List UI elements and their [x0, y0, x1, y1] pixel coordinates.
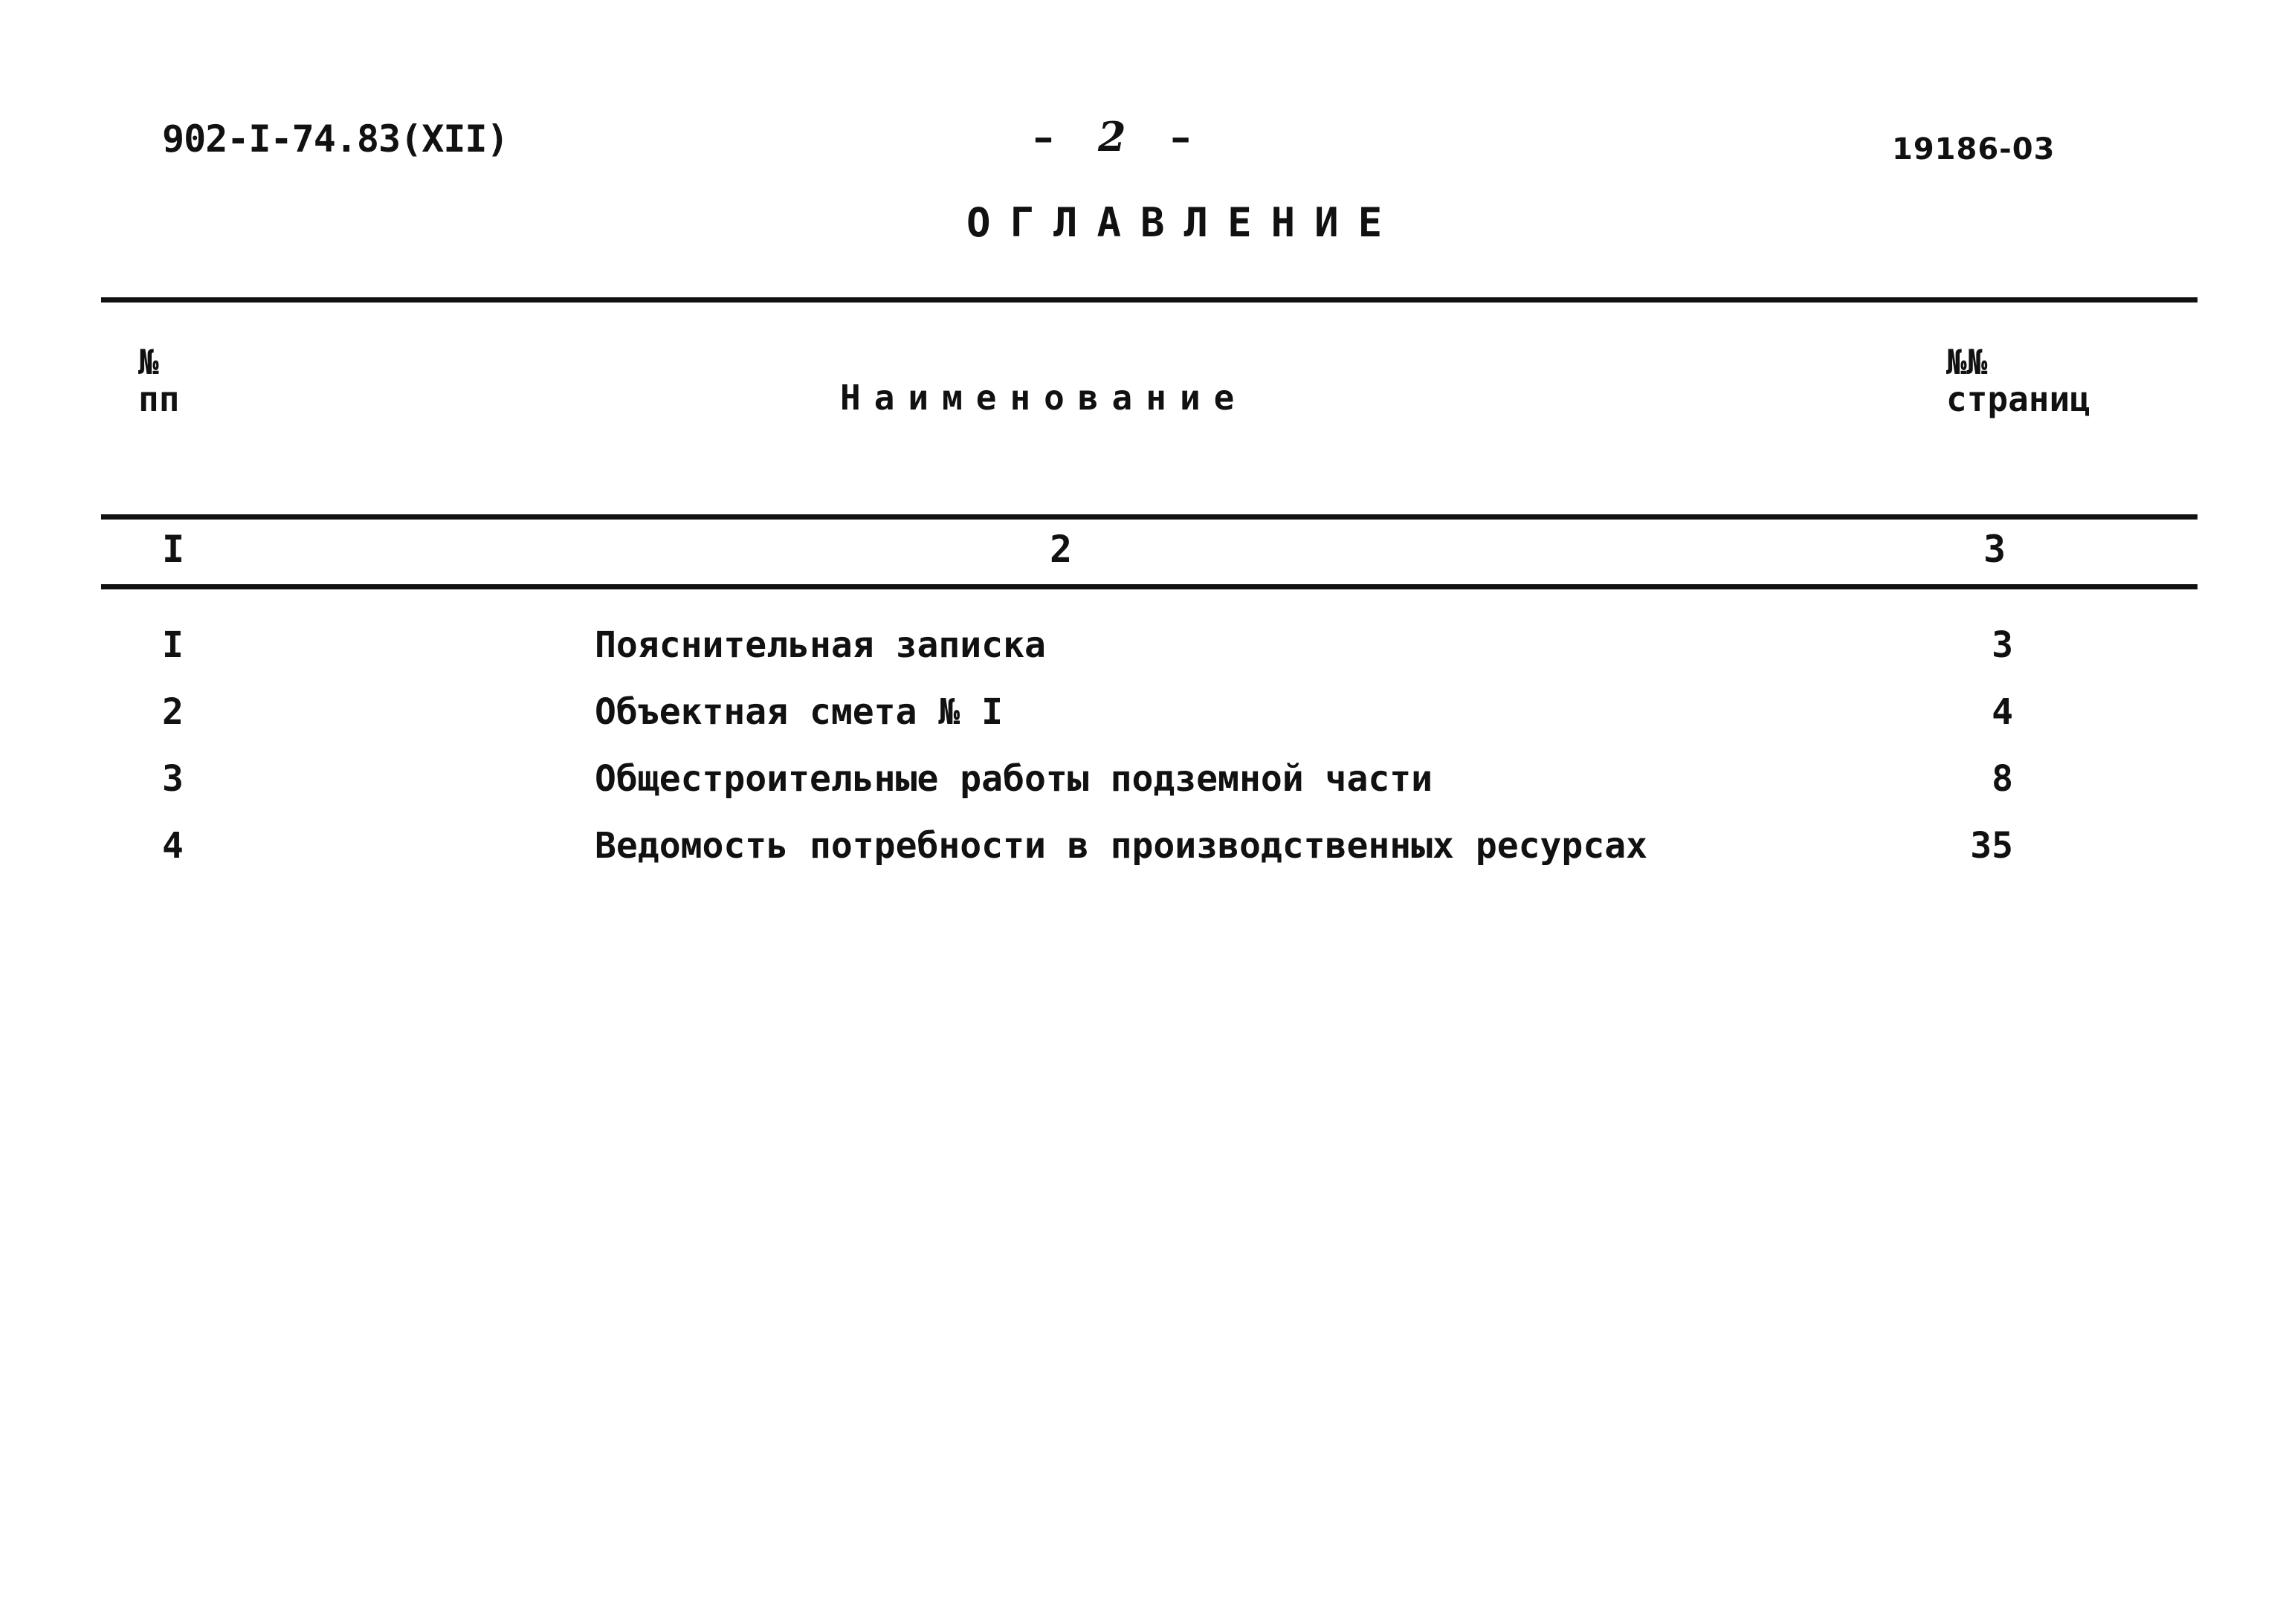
column-header-pages-line2: страниц	[1946, 379, 2090, 419]
header-bottom-rule	[101, 514, 2198, 520]
page-dash-right: –	[1170, 113, 1191, 161]
archive-number: 19186-03	[1892, 132, 2056, 166]
row-title: Общестроительные работы подземной части	[595, 758, 1433, 800]
row-title: Ведомость потребности в производственных ресурсах	[595, 825, 1648, 867]
page-number-value: 2	[1098, 113, 1126, 161]
row-page: 4	[1992, 691, 2013, 733]
column-header-number-line1: №	[138, 342, 159, 382]
document-code: 902-I-74.83(XII)	[162, 117, 508, 161]
row-page: 35	[1970, 825, 2013, 867]
row-title: Объектная смета № I	[595, 691, 1004, 733]
toc-title: ОГЛАВЛЕНИЕ	[966, 199, 1402, 246]
row-number: I	[162, 624, 184, 666]
row-number: 4	[162, 825, 184, 867]
row-page: 3	[1992, 624, 2013, 666]
column-index-3: 3	[1983, 528, 2006, 571]
column-header-pages	[1946, 343, 2090, 418]
row-number: 2	[162, 691, 184, 733]
index-bottom-rule	[101, 584, 2198, 589]
row-title: Пояснительная записка	[595, 624, 1046, 666]
column-header-name: Наименование	[840, 378, 1248, 418]
page-dash-left: –	[1033, 113, 1053, 161]
table-top-rule	[101, 297, 2198, 303]
page-number	[989, 113, 1236, 161]
column-header-pages-line1: №№	[1946, 342, 1988, 382]
column-header-number	[138, 343, 198, 418]
column-header-number-line2: пп	[138, 379, 180, 419]
row-page: 8	[1992, 758, 2013, 800]
row-number: 3	[162, 758, 184, 800]
column-index-2: 2	[1050, 528, 1073, 571]
column-index-1: I	[162, 528, 185, 571]
